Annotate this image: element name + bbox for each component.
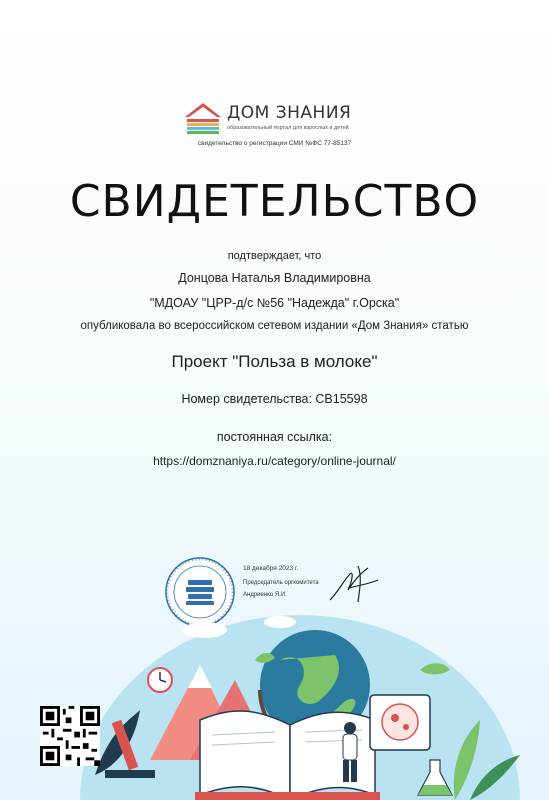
registration-text: свидетельство о регистрации СМИ №ФС 77-85137 [197,140,352,147]
education-illustration [0,600,549,800]
house-books-logo-icon [181,101,225,137]
signing-date: 18 декабря 2023 г. [243,565,299,572]
signer-role: Председатель оргкомитета [243,580,319,586]
organization-name: "МДОАУ "ЦРР-д/с №56 "Надежда" г.Орска" [149,296,400,310]
link-label: постоянная ссылка: [216,430,333,444]
permanent-link[interactable]: https://domznaniya.ru/category/online-journal/ [153,454,396,468]
confirms-text: подтверждает, что [227,250,322,262]
published-text: опубликовала во всероссийском сетевом издании «Дом Знания» статью [80,320,469,332]
project-title: Проект "Польза в молоке" [171,352,378,371]
logo-brand: ДОМ ЗНАНИЯ [227,103,352,123]
signer-name: Андриенко Я.И. [243,592,287,598]
qr-code-icon [40,706,100,766]
certificate-title: СВИДЕТЕЛЬСТВО [69,176,480,227]
certificate-number: Номер свидетельства: СВ15598 [181,392,368,406]
logo-tagline: образовательный портал для взрослых и детей [227,125,349,131]
recipient-name: Донцова Наталья Владимировна [178,271,371,285]
site-logo [181,101,371,141]
